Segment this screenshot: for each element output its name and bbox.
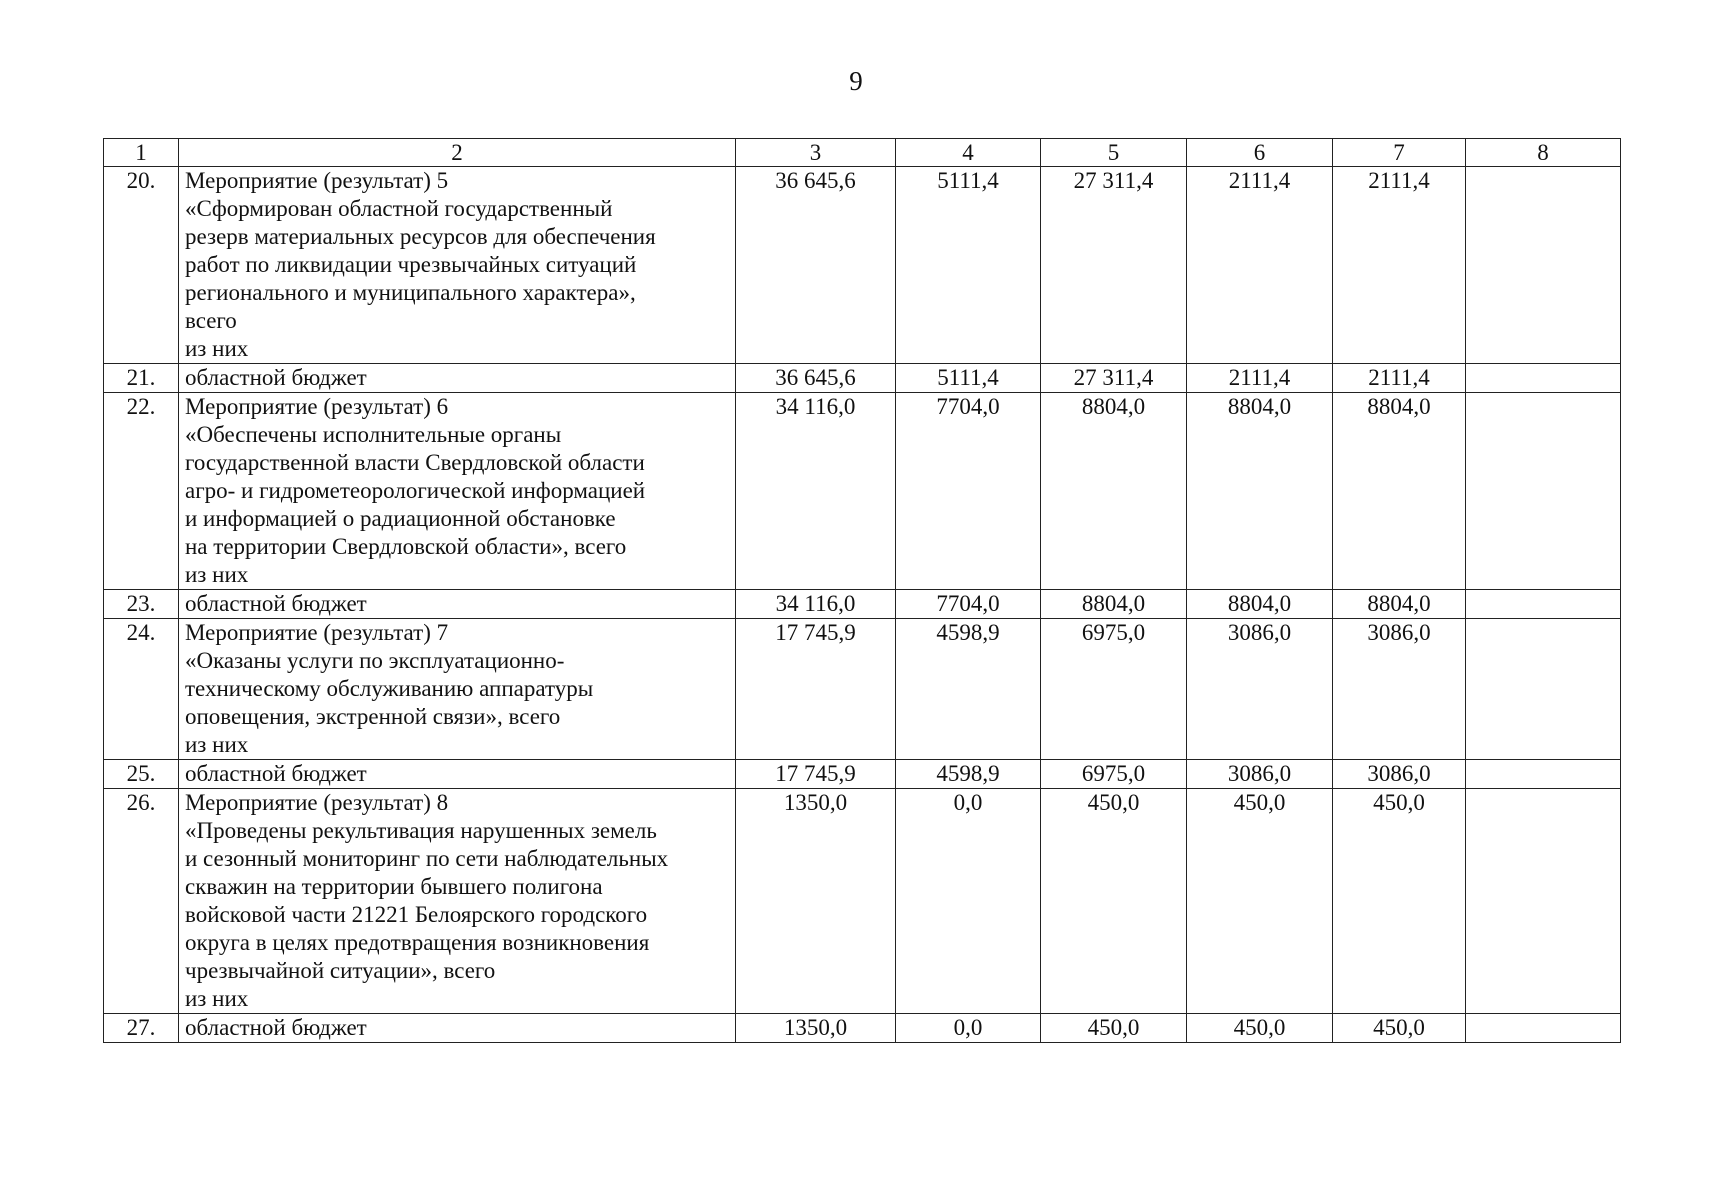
value-cell-col4: 5111,4 — [896, 364, 1041, 393]
description-line: работ по ликвидации чрезвычайных ситуаций — [185, 252, 637, 277]
row-description — [179, 167, 736, 364]
value-cell-col5: 450,0 — [1041, 1014, 1187, 1043]
description-line: из них — [185, 986, 249, 1011]
description-line: государственной власти Свердловской области — [185, 450, 645, 475]
value-cell-col7: 2111,4 — [1333, 167, 1466, 364]
value-cell-col4: 4598,9 — [896, 619, 1041, 760]
row-number: 27. — [104, 1014, 179, 1043]
description-line: оповещения, экстренной связи», всего — [185, 704, 561, 729]
column-header: 7 — [1333, 139, 1466, 167]
value-cell-col8 — [1466, 619, 1621, 760]
value-cell-col5: 6975,0 — [1041, 619, 1187, 760]
description-line: «Сформирован областной государственный — [185, 196, 613, 221]
row-description — [179, 789, 736, 1014]
row-description — [179, 760, 736, 789]
row-description — [179, 364, 736, 393]
value-cell-col8 — [1466, 1014, 1621, 1043]
description-line: на территории Свердловской области», всего — [185, 534, 627, 559]
description-line: всего — [185, 308, 237, 333]
description-line: «Проведены рекультивация нарушенных земель — [185, 818, 657, 843]
row-number: 20. — [104, 167, 179, 364]
value-cell-col8 — [1466, 393, 1621, 590]
row-description — [179, 619, 736, 760]
column-header: 6 — [1187, 139, 1333, 167]
description-line: областной бюджет — [185, 365, 367, 390]
column-header: 4 — [896, 139, 1041, 167]
row-number: 24. — [104, 619, 179, 760]
value-cell-col3: 34 116,0 — [736, 393, 896, 590]
value-cell-col3: 34 116,0 — [736, 590, 896, 619]
value-cell-col7: 450,0 — [1333, 1014, 1466, 1043]
description-line: областной бюджет — [185, 1015, 367, 1040]
description-line: и информацией о радиационной обстановке — [185, 506, 616, 531]
row-number: 25. — [104, 760, 179, 789]
budget-table — [103, 138, 1621, 1043]
value-cell-col7: 8804,0 — [1333, 393, 1466, 590]
value-cell-col6: 450,0 — [1187, 1014, 1333, 1043]
value-cell-col6: 450,0 — [1187, 789, 1333, 1014]
value-cell-col4: 7704,0 — [896, 590, 1041, 619]
row-number: 21. — [104, 364, 179, 393]
page-number: 9 — [849, 66, 863, 96]
row-number: 22. — [104, 393, 179, 590]
value-cell-col5: 6975,0 — [1041, 760, 1187, 789]
value-cell-col8 — [1466, 167, 1621, 364]
row-description — [179, 393, 736, 590]
row-number: 26. — [104, 789, 179, 1014]
value-cell-col4: 0,0 — [896, 789, 1041, 1014]
value-cell-col5: 27 311,4 — [1041, 167, 1187, 364]
description-line: Мероприятие (результат) 8 — [185, 790, 449, 815]
description-line: из них — [185, 732, 249, 757]
description-line: «Оказаны услуги по эксплуатационно- — [185, 648, 565, 673]
table-row — [104, 590, 1621, 619]
value-cell-col7: 3086,0 — [1333, 619, 1466, 760]
table-row — [104, 393, 1621, 590]
value-cell-col6: 8804,0 — [1187, 393, 1333, 590]
value-cell-col6: 8804,0 — [1187, 590, 1333, 619]
value-cell-col8 — [1466, 590, 1621, 619]
table-body — [104, 167, 1621, 1043]
value-cell-col6: 2111,4 — [1187, 364, 1333, 393]
value-cell-col4: 5111,4 — [896, 167, 1041, 364]
description-line: «Обеспечены исполнительные органы — [185, 422, 562, 447]
column-header: 8 — [1466, 139, 1621, 167]
value-cell-col5: 8804,0 — [1041, 393, 1187, 590]
description-line: Мероприятие (результат) 5 — [185, 168, 449, 193]
column-header: 3 — [736, 139, 896, 167]
value-cell-col4: 4598,9 — [896, 760, 1041, 789]
table-row — [104, 364, 1621, 393]
value-cell-col7: 3086,0 — [1333, 760, 1466, 789]
value-cell-col3: 1350,0 — [736, 1014, 896, 1043]
description-line: агро- и гидрометеорологической информацией — [185, 478, 646, 503]
value-cell-col3: 1350,0 — [736, 789, 896, 1014]
value-cell-col5: 27 311,4 — [1041, 364, 1187, 393]
description-line: Мероприятие (результат) 6 — [185, 394, 449, 419]
value-cell-col4: 7704,0 — [896, 393, 1041, 590]
description-line: техническому обслуживанию аппаратуры — [185, 676, 594, 701]
table-row — [104, 167, 1621, 364]
value-cell-col5: 8804,0 — [1041, 590, 1187, 619]
value-cell-col6: 3086,0 — [1187, 619, 1333, 760]
description-line: и сезонный мониторинг по сети наблюдательных — [185, 846, 669, 871]
table-row — [104, 789, 1621, 1014]
description-line: войсковой части 21221 Белоярского городского — [185, 902, 648, 927]
table-row — [104, 1014, 1621, 1043]
value-cell-col3: 36 645,6 — [736, 364, 896, 393]
value-cell-col3: 17 745,9 — [736, 619, 896, 760]
description-line: скважин на территории бывшего полигона — [185, 874, 603, 899]
value-cell-col3: 36 645,6 — [736, 167, 896, 364]
column-header: 5 — [1041, 139, 1187, 167]
description-line: из них — [185, 336, 249, 361]
description-line: округа в целях предотвращения возникновения — [185, 930, 650, 955]
value-cell-col8 — [1466, 760, 1621, 789]
row-description — [179, 1014, 736, 1043]
value-cell-col8 — [1466, 789, 1621, 1014]
value-cell-col7: 450,0 — [1333, 789, 1466, 1014]
description-line: чрезвычайной ситуации», всего — [185, 958, 496, 983]
value-cell-col3: 17 745,9 — [736, 760, 896, 789]
row-description — [179, 590, 736, 619]
description-line: областной бюджет — [185, 591, 367, 616]
description-line: резерв материальных ресурсов для обеспечения — [185, 224, 656, 249]
column-header: 2 — [179, 139, 736, 167]
header-row — [104, 139, 1621, 167]
value-cell-col7: 8804,0 — [1333, 590, 1466, 619]
description-line: регионального и муниципального характера», — [185, 280, 636, 305]
description-line: Мероприятие (результат) 7 — [185, 620, 449, 645]
description-line: областной бюджет — [185, 761, 367, 786]
value-cell-col6: 3086,0 — [1187, 760, 1333, 789]
value-cell-col4: 0,0 — [896, 1014, 1041, 1043]
value-cell-col8 — [1466, 364, 1621, 393]
table-row — [104, 619, 1621, 760]
value-cell-col6: 2111,4 — [1187, 167, 1333, 364]
table-row — [104, 760, 1621, 789]
value-cell-col5: 450,0 — [1041, 789, 1187, 1014]
row-number: 23. — [104, 590, 179, 619]
description-line: из них — [185, 562, 249, 587]
column-header: 1 — [104, 139, 179, 167]
value-cell-col7: 2111,4 — [1333, 364, 1466, 393]
